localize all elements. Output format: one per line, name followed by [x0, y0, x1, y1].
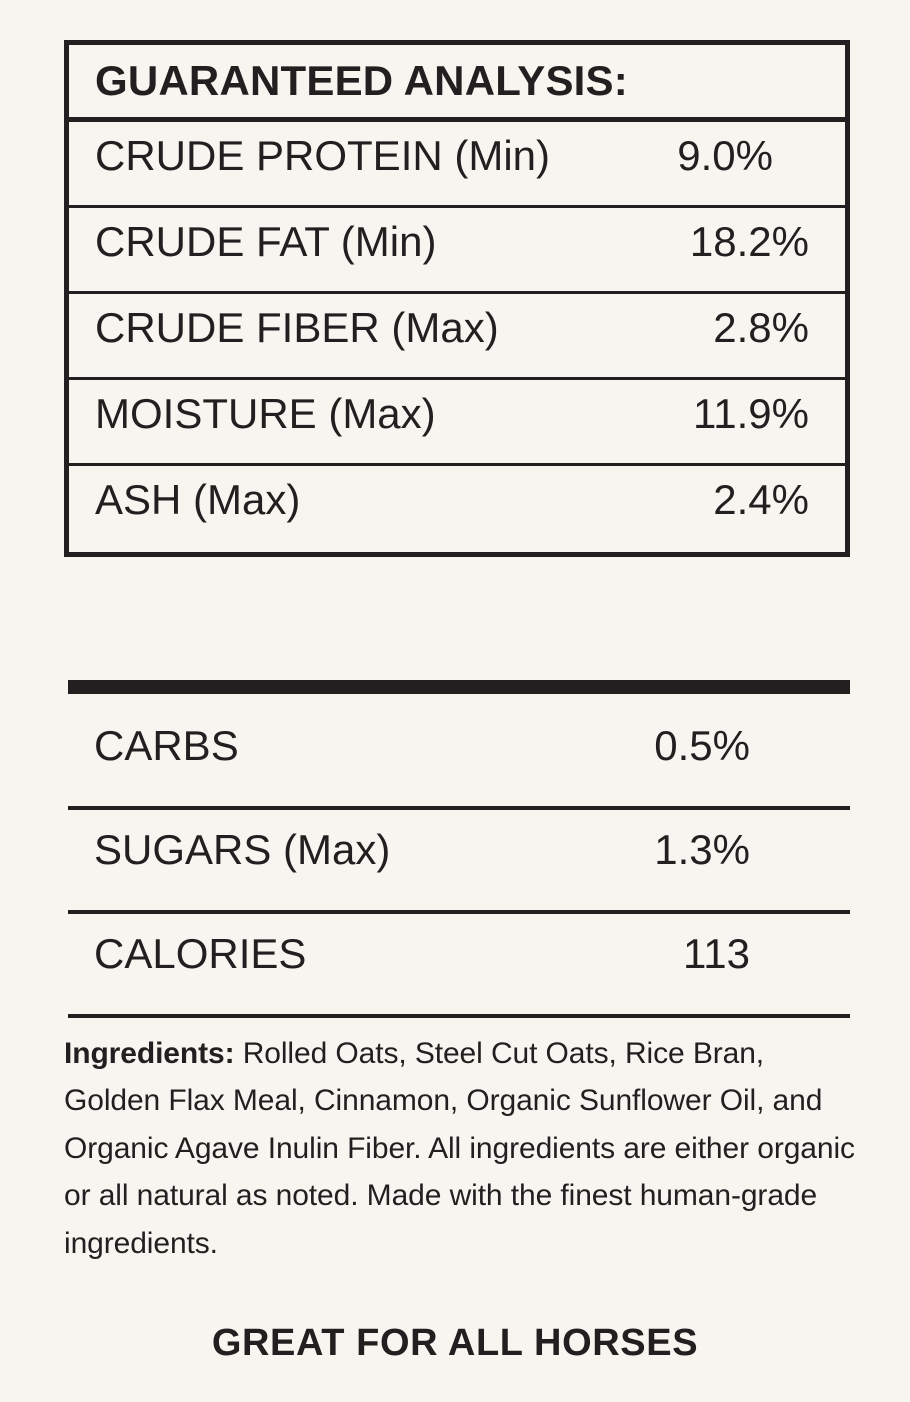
ingredients-paragraph [64, 1030, 864, 1267]
row-label: CRUDE PROTEIN (Min) [95, 132, 551, 180]
row-label: CALORIES [94, 930, 307, 977]
row-label: CARBS [94, 722, 239, 769]
table-row [69, 208, 845, 294]
row-value: 0.5% [654, 722, 750, 769]
table-row [69, 380, 845, 466]
ingredients-heading: Ingredients: [64, 1037, 235, 1070]
guaranteed-analysis-box [64, 40, 850, 557]
row-value: 9.0% [677, 132, 773, 180]
section-divider [68, 680, 850, 694]
row-label: SUGARS (Max) [94, 826, 391, 873]
row-value: 2.4% [713, 476, 809, 524]
row-value: 11.9% [693, 390, 809, 438]
row-value: 2.8% [713, 304, 809, 352]
secondary-nutrition-table [68, 706, 850, 1018]
table-row [68, 914, 850, 1018]
row-label: MOISTURE (Max) [95, 390, 436, 438]
footer-tagline: GREAT FOR ALL HORSES [211, 1322, 699, 1364]
row-label: CRUDE FAT (Min) [95, 218, 437, 266]
table-row [68, 810, 850, 914]
table-row [68, 706, 850, 810]
table-row [69, 122, 845, 208]
row-value: 1.3% [654, 826, 750, 873]
ingredients-text: Rolled Oats, Steel Cut Oats, Rice Bran, Golden Flax Meal, Cinnamon, Organic Sunflower Oil, and Organic Agave Inulin Fiber. All ingredients are either organic or all natural as noted. Made with the finest human-grade ingredients. [64, 1037, 855, 1260]
guaranteed-analysis-title: GUARANTEED ANALYSIS: [69, 45, 845, 122]
table-row [69, 294, 845, 380]
row-value: 18.2% [689, 218, 809, 266]
row-value: 113 [683, 930, 750, 977]
row-label: CRUDE FIBER (Max) [95, 304, 499, 352]
row-label: ASH (Max) [95, 476, 301, 524]
table-row [69, 466, 845, 552]
